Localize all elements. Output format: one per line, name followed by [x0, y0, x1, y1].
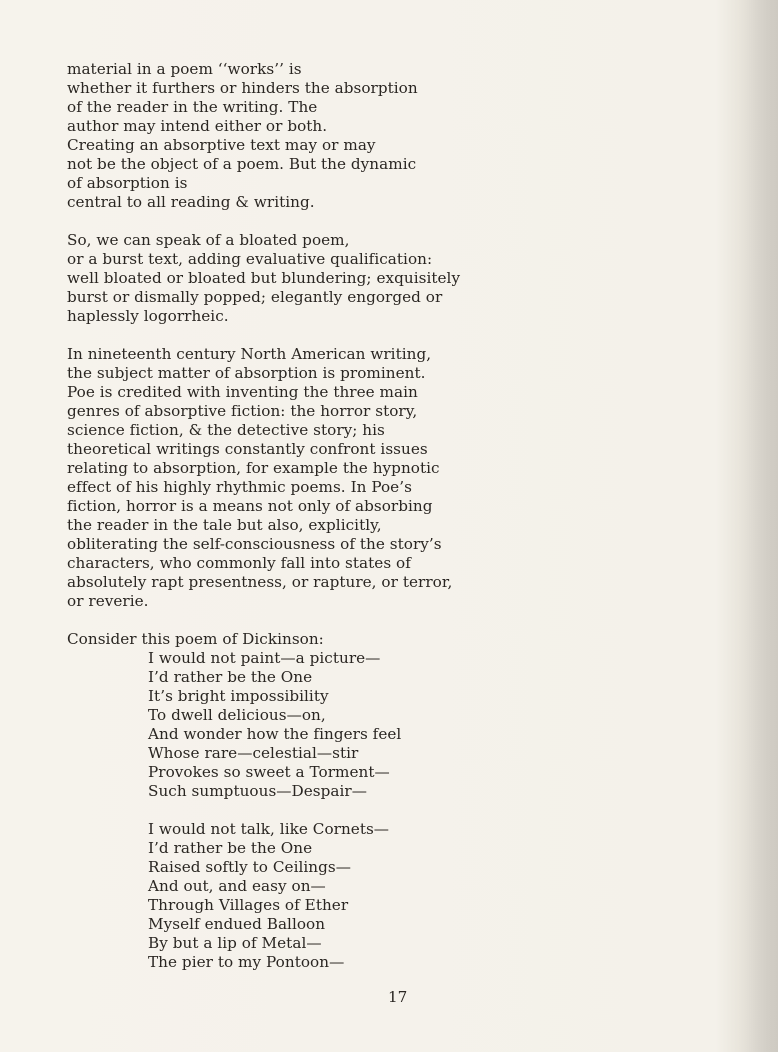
text-line: haplessly logorrheic.: [67, 307, 229, 325]
text-line: well bloated or bloated but blundering; exquisitely: [67, 269, 461, 287]
stanza-gap: [67, 801, 467, 820]
poem-line: I’d rather be the One: [148, 668, 313, 686]
text-line: science fiction, & the detective story; his: [67, 421, 385, 439]
poem-line: Raised softly to Ceilings—: [148, 858, 351, 876]
text-line: of the reader in the writing. The: [67, 98, 318, 116]
text-line: So, we can speak of a bloated poem,: [67, 231, 350, 249]
page-gutter-shadow: [748, 0, 778, 1052]
poem-line: I would not talk, like Cornets—: [148, 820, 390, 838]
text-line: or a burst text, adding evaluative qualification:: [67, 250, 433, 268]
page-number: 17: [388, 988, 408, 1006]
text-line: material in a poem ‘‘works’’ is: [67, 60, 302, 78]
paragraph-gap: [67, 611, 467, 630]
text-line: In nineteenth century North American writing,: [67, 345, 432, 363]
poem-line: The pier to my Pontoon—: [148, 953, 345, 971]
paragraph-gap: [67, 326, 467, 345]
paragraph-3: [67, 345, 467, 611]
text-line: characters, who commonly fall into states of: [67, 554, 411, 572]
text-line: the reader in the tale but also, explicitly,: [67, 516, 382, 534]
paragraph-2: [67, 231, 467, 326]
poem-stanza-1: [148, 649, 467, 801]
text-line: genres of absorptive fiction: the horror story,: [67, 402, 418, 420]
text-line: the subject matter of absorption is prominent.: [67, 364, 426, 382]
paragraph-gap: [67, 212, 467, 231]
paragraph-4: [67, 630, 467, 649]
text-line: Consider this poem of Dickinson:: [67, 630, 324, 648]
text-line: theoretical writings constantly confront issues: [67, 440, 428, 458]
text-line: author may intend either or both.: [67, 117, 328, 135]
poem-line: And wonder how the fingers feel: [148, 725, 402, 743]
poem-line: Whose rare—celestial—stir: [148, 744, 359, 762]
text-line: or reverie.: [67, 592, 149, 610]
poem-stanza-2: [148, 820, 467, 972]
text-line: central to all reading & writing.: [67, 193, 315, 211]
text-line: Creating an absorptive text may or may: [67, 136, 376, 154]
text-line: Poe is credited with inventing the three main: [67, 383, 418, 401]
text-line: fiction, horror is a means not only of absorbing: [67, 497, 433, 515]
poem-line: I’d rather be the One: [148, 839, 313, 857]
text-line: effect of his highly rhythmic poems. In Poe’s: [67, 478, 412, 496]
poem-line: Through Villages of Ether: [148, 896, 349, 914]
poem-line: Provokes so sweet a Torment—: [148, 763, 390, 781]
poem-line: Myself endued Balloon: [148, 915, 326, 933]
text-line: obliterating the self-consciousness of the story’s: [67, 535, 442, 553]
page-text: [67, 60, 467, 972]
poem-line: I would not paint—a picture—: [148, 649, 381, 667]
poem-line: And out, and easy on—: [148, 877, 326, 895]
text-line: whether it furthers or hinders the absorption: [67, 79, 418, 97]
text-line: absolutely rapt presentness, or rapture, or terror,: [67, 573, 453, 591]
text-line: of absorption is: [67, 174, 188, 192]
poem-line: Such sumptuous—Despair—: [148, 782, 367, 800]
text-line: not be the object of a poem. But the dynamic: [67, 155, 417, 173]
poem-line: To dwell delicious—on,: [148, 706, 326, 724]
paragraph-1: [67, 60, 467, 212]
poem-line: By but a lip of Metal—: [148, 934, 322, 952]
text-line: relating to absorption, for example the hypnotic: [67, 459, 440, 477]
poem-line: It’s bright impossibility: [148, 687, 329, 705]
text-line: burst or dismally popped; elegantly engorged or: [67, 288, 443, 306]
